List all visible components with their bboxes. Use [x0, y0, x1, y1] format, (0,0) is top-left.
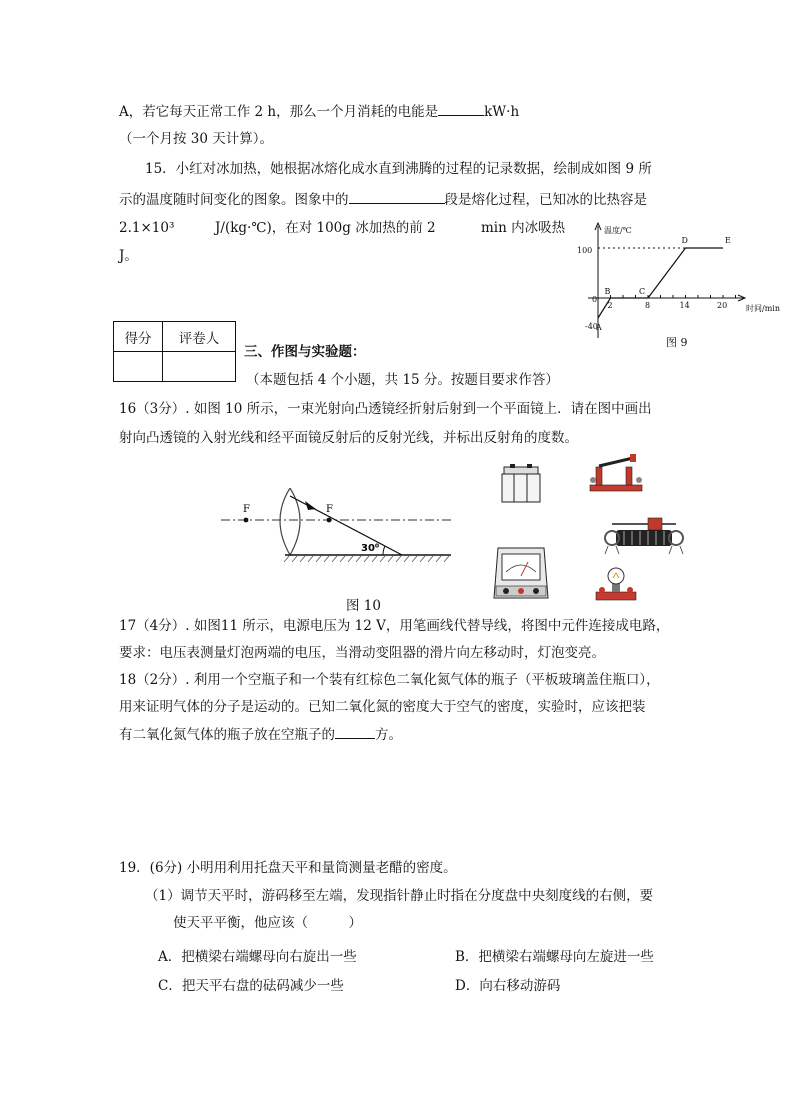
q14-answer-blank [438, 101, 484, 116]
fig9-xlabel: 时间/min [746, 304, 780, 313]
fig9-xtick-8: 8 [645, 301, 651, 310]
q16-line1: 16（3分）. 如图 10 所示，一束光射向凸透镜经折射后射到一个平面镜上．请在图中画出 [119, 401, 652, 417]
fig9-caption: 图 9 [666, 336, 688, 349]
q15-line3a: 2.1×10³ [119, 220, 175, 236]
q14-line1 [119, 101, 519, 122]
fig10-ray-arrow [305, 501, 316, 510]
q19-sub1-line1: （1）调节天平时，游码移至左端，发现指针静止时指在分度盘中央刻度线的右侧，要 [145, 888, 654, 904]
fig10-focus-right-label: F [326, 504, 333, 515]
fig9-ylabel: 温度/℃ [604, 226, 632, 235]
switch-icon [588, 452, 644, 494]
voltmeter-icon [490, 540, 552, 604]
q17-line1: 17（4分）. 如图11 所示，电源电压为 12 V，用笔画线代替导线，将图中元件连接成电路， [119, 618, 670, 634]
score-header: 得分 [114, 322, 163, 352]
section3-note: （本题包括 4 个小题，共 15 分。按题目要求作答） [246, 372, 559, 388]
light-bulb-icon [594, 566, 638, 604]
q15-segment-blank [349, 189, 445, 204]
fig10-focus-left-label: F [243, 504, 250, 515]
q15-line3b: J/(kg·℃)，在对 100g 冰加热的前 2 [215, 220, 436, 236]
grader-cell[interactable] [163, 352, 236, 382]
q15-line2-post: 段是熔化过程，已知冰的比热容是 [444, 192, 647, 208]
q18-answer-blank [335, 724, 375, 739]
q15-line1: 15．小红对冰加热，她根据冰熔化成水直到沸腾的过程的记录数据，绘制成如图 9 所 [145, 161, 652, 177]
fig10-focus-left-dot [244, 518, 249, 523]
fig10-focus-right-dot [327, 518, 332, 523]
q19-sub1-line2: 使天平平衡，他应该（ ） [173, 915, 362, 931]
fig9-ytick-0: 0 [592, 295, 598, 304]
q14-line1-text: A，若它每天正常工作 2 h，那么一个月消耗的电能是 [119, 104, 439, 120]
fig9-point-c: C [639, 287, 646, 296]
fig10-mirror-hatching [284, 556, 449, 562]
fig9-point-b: B [604, 287, 611, 296]
fig9-ytick-100: 100 [577, 246, 593, 255]
q15-line2 [119, 189, 647, 210]
figure-10-optics [215, 488, 455, 570]
fig9-xtick-2: 2 [607, 301, 613, 310]
rheostat-icon [604, 512, 688, 556]
q19-line1: 19．(6分) 小明用利用托盘天平和量筒测量老醋的密度。 [119, 860, 457, 876]
fig10-angle-label: 30⁰ [361, 543, 380, 554]
q18-line2: 用来证明气体的分子是运动的。已知二氧化氮的密度大于空气的密度，实验时，应该把装 [119, 699, 646, 715]
fig9-series-line [598, 248, 723, 318]
q14-unit: kW·h [484, 104, 520, 120]
fig10-convex-lens [280, 488, 300, 555]
q19-option-d: D．向右移动游码 [455, 978, 561, 994]
q18-line3 [119, 724, 402, 745]
q15-line3c: min 内冰吸热 [481, 220, 566, 236]
q15-line4: J。 [119, 248, 138, 264]
fig9-xtick-20: 20 [717, 301, 728, 310]
q16-line2: 射向凸透镜的入射光线和经平面镜反射后的反射光线，并标出反射角的度数。 [119, 430, 578, 446]
fig9-point-e: E [725, 236, 731, 245]
q18-line3-post: 方。 [375, 727, 402, 743]
score-cell[interactable] [114, 352, 163, 382]
battery-pack-icon [498, 462, 544, 506]
fig9-xtick-14: 14 [679, 301, 690, 310]
q19-option-a: A．把横梁右端螺母向右旋出一些 [158, 949, 357, 965]
q18-line3-pre: 有二氧化氮气体的瓶子放在空瓶子的 [119, 727, 335, 743]
fig10-caption: 图 10 [346, 598, 381, 614]
q19-option-b: B．把横梁右端螺母向左旋进一些 [455, 949, 654, 965]
fig10-angle-arc [383, 546, 385, 555]
fig9-point-d: D [681, 236, 688, 245]
q17-line2: 要求：电压表测量灯泡两端的电压，当滑动变阻器的滑片向左移动时，灯泡变亮。 [119, 645, 605, 661]
q19-option-c: C．把天平右盘的砝码减少一些 [158, 978, 344, 994]
fig9-point-a: A [596, 323, 602, 332]
q18-line1: 18（2分）. 利用一个空瓶子和一个装有红棕色二氧化氮气体的瓶子（平板玻璃盖住瓶口）， [119, 672, 660, 688]
section3-title: 三、作图与实验题： [244, 344, 366, 360]
q14-line2: （一个月按 30 天计算）。 [119, 131, 274, 147]
fig9-ytick-m40: -40 [585, 322, 598, 331]
q15-line2-pre: 示的温度随时间变化的图象。图象中的 [119, 192, 349, 208]
grader-header: 评卷人 [163, 322, 236, 352]
figure-9-chart [574, 218, 790, 350]
score-table [113, 321, 236, 382]
